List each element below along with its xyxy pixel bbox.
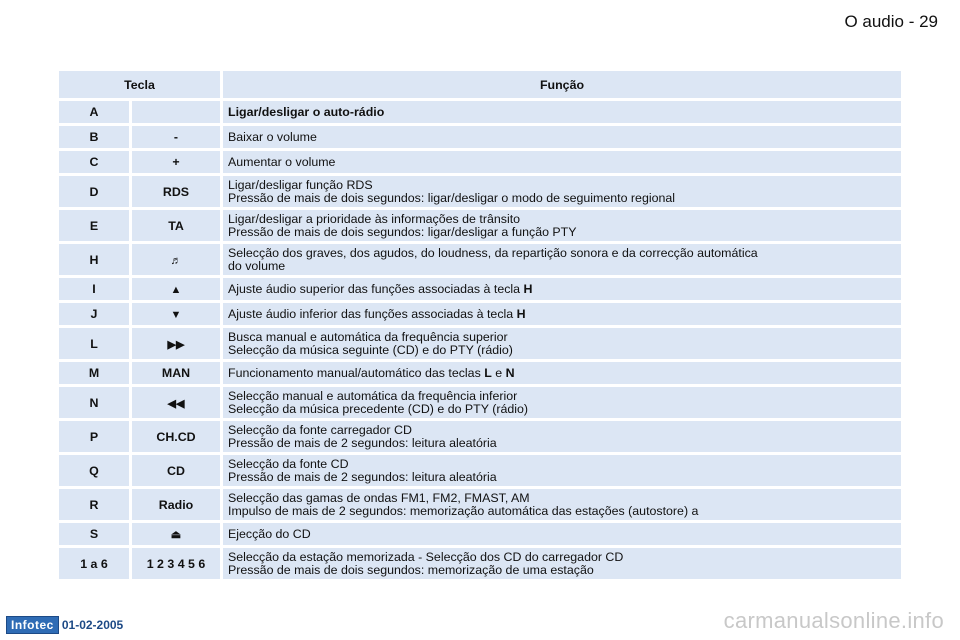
- function-text: Funcionamento manual/automático das teclas: [228, 365, 481, 380]
- function-line: [228, 226, 896, 239]
- function-description: [223, 455, 901, 486]
- function-description: [223, 278, 901, 300]
- button-label: TA: [132, 210, 220, 241]
- table-header-row: [59, 71, 901, 98]
- table-row: [59, 489, 901, 520]
- function-description: [223, 523, 901, 545]
- key-function-table: [56, 68, 904, 582]
- key-letter: S: [59, 523, 129, 545]
- table-row: [59, 421, 901, 452]
- function-line: [228, 283, 896, 296]
- key-letter: J: [59, 303, 129, 325]
- function-line: [228, 192, 896, 205]
- function-text: Selecção da estação memorizada - Selecção dos CD do carregador CD: [228, 549, 624, 564]
- button-label: Radio: [132, 489, 220, 520]
- table-row: [59, 328, 901, 359]
- table-row: [59, 101, 901, 123]
- function-description: [223, 489, 901, 520]
- function-text: Selecção da música precedente (CD) e do PTY (rádio): [228, 401, 529, 416]
- function-line: [228, 247, 896, 260]
- button-symbol: [132, 278, 220, 300]
- function-line: [228, 528, 896, 541]
- function-text: Ligar/desligar a prioridade às informações de trânsito: [228, 211, 521, 226]
- music-note-icon: ♬: [170, 254, 182, 267]
- function-description: [223, 210, 901, 241]
- table-row: [59, 523, 901, 545]
- table-row: [59, 362, 901, 384]
- table-row: [59, 126, 901, 148]
- function-description: [223, 176, 901, 207]
- infotec-logo: Infotec: [6, 616, 59, 634]
- function-description: [223, 421, 901, 452]
- function-text: Pressão de mais de 2 segundos: leitura aleatória: [228, 435, 497, 450]
- function-text: Selecção da fonte CD: [228, 456, 349, 471]
- function-description: [223, 548, 901, 579]
- footer: [6, 616, 123, 634]
- function-line: [228, 564, 896, 577]
- function-line: [228, 471, 896, 484]
- function-description: [223, 328, 901, 359]
- button-label: -: [132, 126, 220, 148]
- key-letter: D: [59, 176, 129, 207]
- function-text: Aumentar o volume: [228, 154, 336, 169]
- button-label: [132, 101, 220, 123]
- function-text: Ligar/desligar função RDS: [228, 177, 373, 192]
- function-description: [223, 362, 901, 384]
- function-line: [228, 308, 896, 321]
- key-letter: 1 a 6: [59, 548, 129, 579]
- function-text: Selecção das gamas de ondas FM1, FM2, FMAST, AM: [228, 490, 530, 505]
- button-label: 1 2 3 4 5 6: [132, 548, 220, 579]
- function-line: [228, 260, 896, 273]
- watermark: carmanualsonline.info: [723, 608, 944, 633]
- key-letter: R: [59, 489, 129, 520]
- function-line: [228, 505, 896, 518]
- key-reference: H: [516, 306, 526, 321]
- table-row: [59, 176, 901, 207]
- function-text: Selecção manual e automática da frequência inferior: [228, 388, 518, 403]
- function-text: Ligar/desligar o auto-rádio: [228, 104, 385, 119]
- function-text: Selecção da fonte carregador CD: [228, 422, 412, 437]
- conjunction: e: [495, 365, 503, 380]
- function-text: Ajuste áudio inferior das funções associadas à tecla: [228, 306, 514, 321]
- key-letter: L: [59, 328, 129, 359]
- function-text: Selecção da música seguinte (CD) e do PTY (rádio): [228, 342, 513, 357]
- button-symbol: [132, 523, 220, 545]
- key-letter: B: [59, 126, 129, 148]
- function-line: [228, 403, 896, 416]
- button-label: +: [132, 151, 220, 173]
- function-text: Ajuste áudio superior das funções associadas à tecla: [228, 281, 521, 296]
- table-row: [59, 303, 901, 325]
- button-symbol: [132, 328, 220, 359]
- key-letter: N: [59, 387, 129, 418]
- key-letter: A: [59, 101, 129, 123]
- function-description: [223, 126, 901, 148]
- function-description: [223, 387, 901, 418]
- key-reference: N: [505, 365, 515, 380]
- table-row: [59, 151, 901, 173]
- function-text: Busca manual e automática da frequência superior: [228, 329, 508, 344]
- key-letter: Q: [59, 455, 129, 486]
- page-header: [844, 12, 938, 32]
- key-letter: H: [59, 244, 129, 275]
- table-row: [59, 278, 901, 300]
- key-reference: L: [484, 365, 492, 380]
- table-row: [59, 244, 901, 275]
- key-letter: E: [59, 210, 129, 241]
- arrow-up-icon: ▲: [170, 284, 182, 296]
- function-description: [223, 101, 901, 123]
- function-text: Ejecção do CD: [228, 526, 311, 541]
- function-text: Selecção dos graves, dos agudos, do loudness, da repartição sonora e da correcção automática: [228, 245, 758, 260]
- eject-icon: ⏏: [170, 529, 182, 541]
- function-text: Pressão de mais de dois segundos: ligar/desligar a função PTY: [228, 224, 577, 239]
- button-label: MAN: [132, 362, 220, 384]
- key-letter: P: [59, 421, 129, 452]
- function-line: [228, 106, 896, 119]
- table-row: [59, 210, 901, 241]
- function-line: [228, 344, 896, 357]
- function-text: do volume: [228, 258, 286, 273]
- arrow-down-icon: ▼: [170, 309, 182, 321]
- function-description: [223, 244, 901, 275]
- button-symbol: [132, 303, 220, 325]
- button-symbol: [132, 244, 220, 275]
- function-text: Pressão de mais de dois segundos: ligar/desligar o modo de seguimento regional: [228, 190, 676, 205]
- page-title: O audio - 29: [844, 12, 938, 31]
- button-symbol: [132, 387, 220, 418]
- table-body: [59, 101, 901, 579]
- function-line: [228, 437, 896, 450]
- key-letter: C: [59, 151, 129, 173]
- button-label: RDS: [132, 176, 220, 207]
- function-description: [223, 151, 901, 173]
- fast-forward-icon: ▶▶: [167, 338, 185, 351]
- function-line: [228, 156, 896, 169]
- table-row: [59, 548, 901, 579]
- rewind-icon: ◀◀: [167, 397, 185, 410]
- function-text: Pressão de mais de dois segundos: memorização de uma estação: [228, 562, 594, 577]
- function-text: Pressão de mais de 2 segundos: leitura aleatória: [228, 469, 497, 484]
- table-row: [59, 455, 901, 486]
- footer-date: 01-02-2005: [61, 618, 124, 632]
- header-key: Tecla: [59, 71, 220, 98]
- button-label: CD: [132, 455, 220, 486]
- key-letter: M: [59, 362, 129, 384]
- function-text: Baixar o volume: [228, 129, 317, 144]
- key-letter: I: [59, 278, 129, 300]
- function-text: Impulso de mais de 2 segundos: memorização automática das estações (autostore) a: [228, 503, 699, 518]
- function-line: [228, 131, 896, 144]
- function-line: [228, 367, 896, 380]
- function-description: [223, 303, 901, 325]
- key-reference: H: [523, 281, 533, 296]
- button-label: CH.CD: [132, 421, 220, 452]
- table-row: [59, 387, 901, 418]
- header-function: Função: [223, 71, 901, 98]
